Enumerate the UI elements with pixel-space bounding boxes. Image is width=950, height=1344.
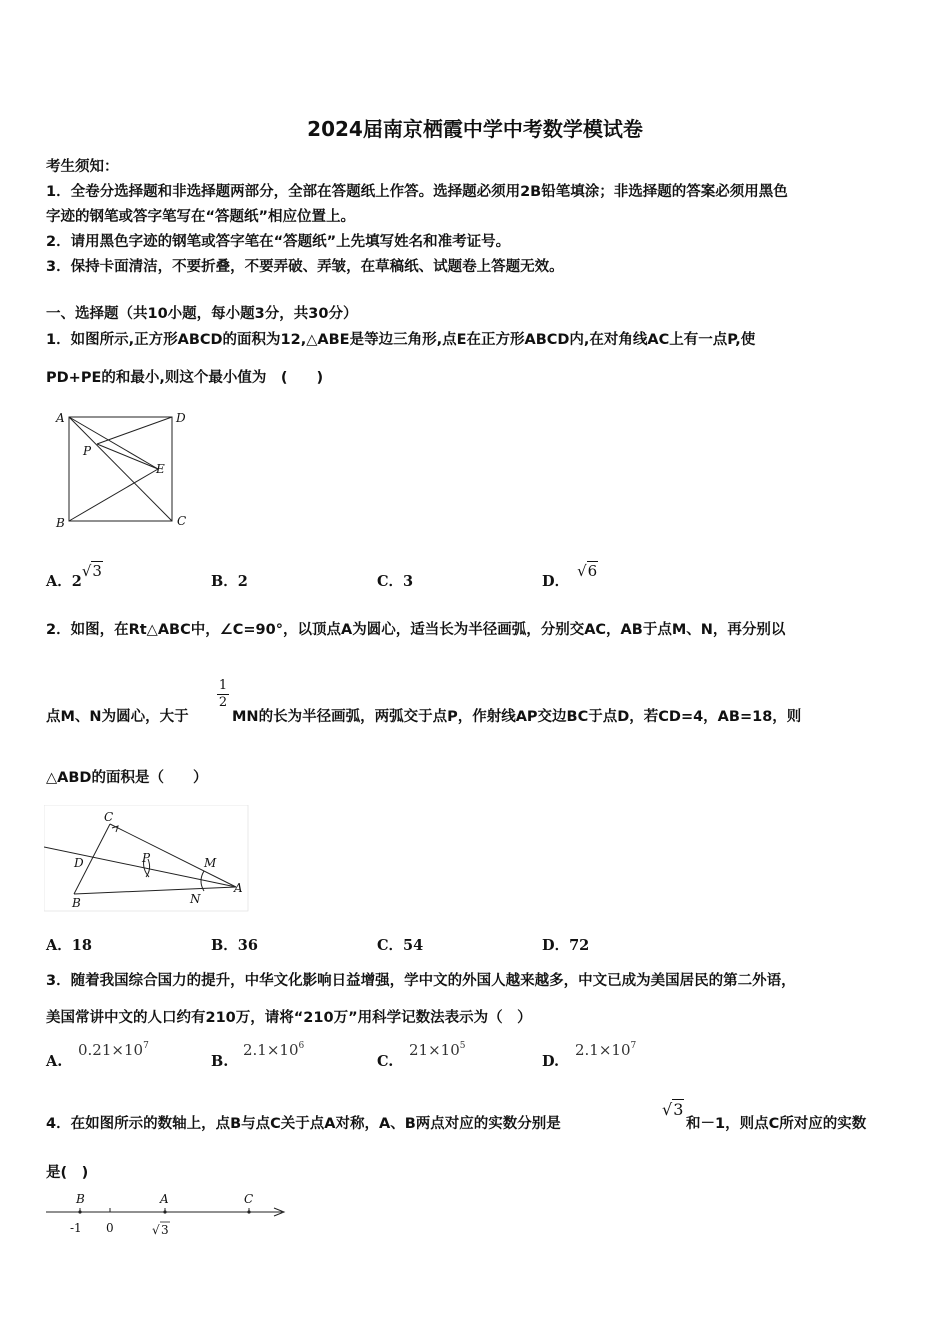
number-line-figure: [44, 1186, 294, 1246]
option-b: B．2: [211, 573, 248, 590]
tick-label-zero: 0: [106, 1221, 114, 1235]
label-C: C: [244, 1192, 254, 1206]
label-C: C: [104, 810, 114, 824]
question-2-text: 2．如图，在Rt△ABC中，∠C=90°，以顶点A为圆心，适当长为半径画弧，分别交AC，AB于点M、N，再分别以: [46, 622, 786, 638]
notice-item: 2．请用黑色字迹的钢笔或答字笔在“答题纸”上先填写姓名和准考证号。: [46, 234, 511, 250]
question-2-text: △ABD的面积是（ ）: [46, 770, 208, 786]
label-P: P: [83, 444, 92, 458]
question-4-text: 4．在如图所示的数轴上，点B与点C关于点A对称，A、B两点对应的实数分别是: [46, 1116, 561, 1132]
option-a-label: A．2: [46, 573, 82, 590]
tick-label-sqrt-mark: √: [152, 1223, 160, 1237]
radicand: 6: [587, 562, 598, 580]
label-N: N: [190, 892, 201, 906]
sqrt-3: √3: [81, 562, 102, 580]
sci-base: 21×10: [409, 1041, 460, 1059]
option-d-label: D.: [542, 1053, 560, 1070]
option-c: C．54: [377, 937, 424, 954]
label-E: E: [156, 462, 165, 476]
notice-item: 1．全卷分选择题和非选择题两部分，全部在答题纸上作答。选择题必须用2B铅笔填涂；非选择题的答案必须用黑色: [46, 184, 788, 200]
sci-exponent: 6: [298, 1041, 305, 1051]
question-3-text: 3．随着我国综合国力的提升，中华文化影响日益增强，学中文的外国人越来越多，中文已成为美国居民的第二外语，: [46, 973, 796, 989]
question-1-text: PD+PE的和最小,则这个最小值为 ( ): [46, 370, 324, 386]
sci-exponent: 5: [459, 1041, 466, 1051]
option-d: [542, 562, 598, 591]
notice-item: 3．保持卡面清洁，不要折叠，不要弄破、弄皱，在草稿纸、试题卷上答题无效。: [46, 259, 564, 275]
sqrt-3: √3: [662, 1100, 684, 1119]
option-a: A．18: [46, 937, 92, 954]
label-A: A: [160, 1192, 169, 1206]
radicand: 3: [673, 1100, 684, 1119]
tick-label-sqrt-radicand: 3: [161, 1223, 169, 1237]
question-1-text: 1．如图所示,正方形ABCD的面积为12,△ABE是等边三角形,点E在正方形ABCD内,在对角线AC上有一点P,使: [46, 332, 756, 348]
label-D: D: [74, 856, 84, 870]
question-3-text: 美国常讲中文的人口约有210万，请将“210万”用科学记数法表示为（ ）: [46, 1010, 532, 1026]
label-P: P: [142, 851, 151, 865]
option-c-label: C.: [377, 1053, 394, 1070]
option-d-value: [575, 1041, 636, 1059]
label-B: B: [56, 516, 65, 530]
sci-base: 2.1×10: [575, 1041, 631, 1059]
square-figure: [52, 405, 202, 535]
notice-heading: 考生须知：: [46, 159, 119, 175]
sci-exponent: 7: [143, 1041, 149, 1051]
question-2-text: MN的长为半径画弧，两弧交于点P，作射线AP交边BC于点D，若CD=4，AB=18，则: [232, 709, 802, 725]
sci-base: 0.21×10: [78, 1041, 144, 1059]
option-a: [46, 562, 103, 591]
label-B: B: [76, 1192, 85, 1206]
page-title: 2024届南京栖霞中学中考数学模试卷: [307, 117, 643, 141]
option-b-value: [243, 1041, 304, 1059]
label-A: A: [234, 881, 243, 895]
sci-exponent: 7: [630, 1041, 637, 1051]
fraction-half: [217, 678, 229, 711]
radicand: 3: [92, 562, 102, 580]
option-c: C．3: [377, 573, 414, 590]
option-d-label: D．: [542, 573, 570, 590]
question-4-text: 是( ): [46, 1165, 89, 1181]
question-4-text: 和－1，则点C所对应的实数: [686, 1116, 867, 1132]
sqrt-6: √6: [577, 562, 598, 580]
label-D: D: [176, 411, 186, 425]
notice-item: 字迹的钢笔或答字笔写在“答题纸”相应位置上。: [46, 209, 356, 225]
question-2-text: 点M、N为圆心，大于: [46, 709, 189, 725]
label-A: A: [56, 411, 65, 425]
option-b: B．36: [211, 937, 258, 954]
label-C: C: [177, 514, 187, 528]
option-a-label: A.: [46, 1053, 63, 1070]
option-a-value: [78, 1041, 149, 1059]
option-d: D．72: [542, 937, 590, 954]
fraction-denominator: 2: [218, 695, 228, 710]
sci-base: 2.1×10: [243, 1041, 299, 1059]
label-B: B: [72, 896, 81, 910]
fraction-numerator: 1: [218, 678, 228, 693]
section-heading: 一、选择题（共10小题，每小题3分，共30分）: [46, 306, 358, 322]
option-c-value: [409, 1041, 465, 1059]
triangle-figure: [44, 805, 249, 913]
label-M: M: [204, 856, 217, 870]
tick-label-minus-one: -1: [70, 1221, 82, 1235]
option-b-label: B.: [211, 1053, 229, 1070]
